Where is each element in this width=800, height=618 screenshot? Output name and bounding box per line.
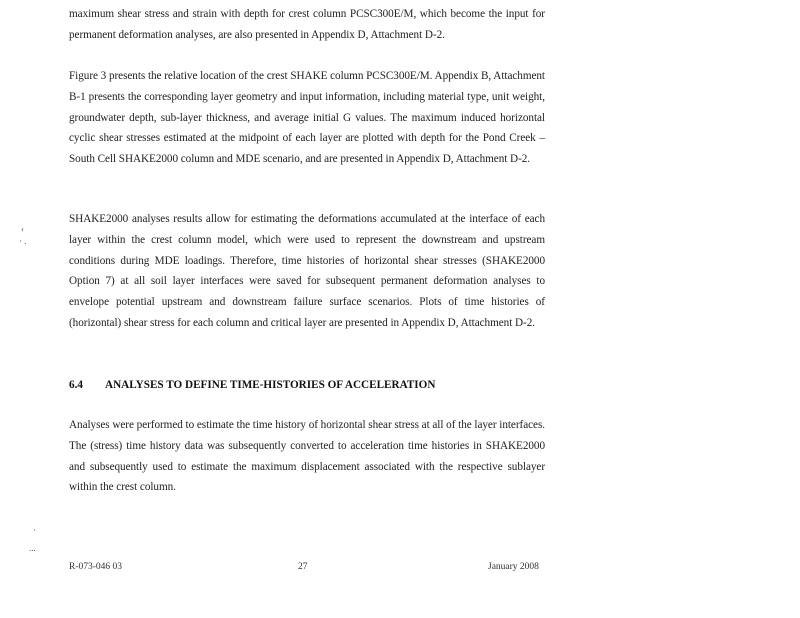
section-heading	[69, 375, 549, 395]
paragraph-figure-3-description: Figure 3 presents the relative location of the crest SHAKE column PCSC300E/M. Appendix B, Attachment B-1 presents the corresponding layer geometry and input information, including material type, unit weight, groundwater depth, sub-layer thickness, and average initial G values. The maximum induced horizontal cyclic shear stresses estimated at the midpoint of each layer are plotted with depth for the Pond Creek – South Cell SHAKE2000 column and MDE scenario, and are presented in Appendix D, Attachment D-2.	[69, 70, 545, 166]
paragraph-shake2000-results: SHAKE2000 analyses results allow for estimating the deformations accumulated at the interface of each layer within the crest column model, which were used to represent the downstream and upstream conditions during MDE loadings. Therefore, time histories of horizontal shear stresses (SHAKE2000 Option 7) at all soil layer interfaces were saved for subsequent permanent deformation analyses to envelope potential upstream and downstream failure surface scenarios. Plots of time histories of (horizontal) shear stress for each column and critical layer are presented in Appendix D, Attachment D-2.	[69, 213, 545, 329]
section-number: 6.4	[69, 379, 83, 391]
paragraph-shear-stress-continuation: maximum shear stress and strain with depth for crest column PCSC300E/M, which become the input for permanent deformation analyses, are also presented in Appendix D, Attachment D-2.	[69, 8, 545, 41]
footer-page-number: 27	[298, 562, 308, 572]
scan-mark-b: · .	[19, 236, 27, 246]
scan-mark-d: ...	[29, 543, 36, 553]
footer-date: January 2008	[488, 562, 539, 572]
footer-document-number: R-073-046 03	[69, 562, 123, 572]
paragraph-analyses-performed: Analyses were performed to estimate the time history of horizontal shear stress at all of the layer interfaces. The (stress) time history data was subsequently converted to acceleration time histories in SHAKE2000 and subsequently used to estimate the maximum displacement associated with the respective sublayer within the crest column.	[69, 419, 545, 494]
section-title: ANALYSES TO DEFINE TIME-HISTORIES OF ACCELERATION	[105, 379, 436, 391]
scan-mark-c: ·	[33, 525, 36, 535]
scan-mark-a: ‹	[21, 224, 24, 234]
